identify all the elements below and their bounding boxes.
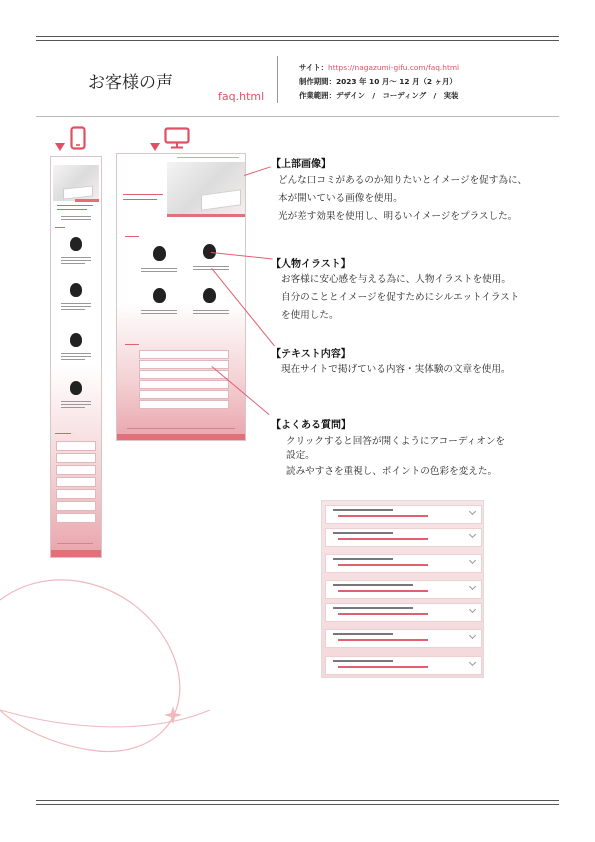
top-rule-2 — [36, 40, 559, 41]
section-heading-text: 【テキスト内容】 — [271, 349, 351, 360]
mobile-faq-item — [56, 513, 96, 523]
desktop-silhouette — [203, 288, 216, 303]
mobile-silhouette — [70, 237, 82, 251]
section-text: 読みやすさを重視し、ポイントの色彩を変えた。 — [286, 466, 498, 477]
desktop-faq-item — [139, 400, 229, 409]
desktop-screenshot — [116, 153, 246, 441]
section-text: どんな口コミがあるのか知りたいとイメージを促す為に、 — [278, 175, 528, 186]
section-heading-faq: 【よくある質問】 — [271, 420, 351, 431]
section-heading-illustration: 【人物イラスト】 — [271, 259, 351, 270]
mobile-silhouette — [70, 283, 82, 297]
section-text: クリックすると回答が開くようにアコーディオンを — [286, 436, 506, 447]
leader-line-hero — [244, 166, 271, 176]
mobile-silhouette — [70, 381, 82, 395]
production-period: 制作期間：2023 年 10 月～ 12 月（2 ヶ月） — [299, 77, 457, 86]
mobile-faq-item — [56, 501, 96, 511]
desktop-footer — [117, 434, 245, 440]
site-info — [299, 62, 459, 73]
desktop-hero-image — [167, 162, 245, 214]
mobile-screenshot — [50, 156, 102, 558]
mobile-pointer-icon — [55, 143, 65, 151]
desktop-hero-bar — [167, 214, 245, 217]
header-separator — [277, 56, 278, 103]
section-text: 本が開いている画像を使用。 — [278, 193, 403, 204]
file-name: faq.html — [218, 90, 265, 103]
smartphone-icon — [70, 126, 86, 150]
bottom-rule — [36, 800, 559, 801]
section-text: 光が差す効果を使用し、明るいイメージをプラスした。 — [278, 211, 518, 222]
bottom-rule-2 — [36, 804, 559, 805]
faq-accordion-item — [325, 554, 482, 573]
faq-accordion-item — [325, 528, 482, 547]
section-text: お客様に安心感を与える為に、人物イラストを使用。 — [281, 274, 511, 285]
site-label: サイト： — [299, 63, 329, 72]
section-text: 設定。 — [286, 450, 315, 461]
header-bottom-rule — [36, 116, 559, 117]
desktop-faq-item — [139, 390, 229, 399]
faq-accordion-screenshot — [321, 500, 484, 678]
mobile-faq-item — [56, 453, 96, 463]
section-text: 自分のこととイメージを促すためにシルエットイラスト — [281, 292, 520, 303]
faq-accordion-item — [325, 629, 482, 648]
mobile-faq-item — [56, 465, 96, 475]
mobile-hero-bar — [75, 199, 99, 202]
mobile-silhouette — [70, 333, 82, 347]
desktop-silhouette — [153, 288, 166, 303]
mobile-faq-item — [56, 441, 96, 451]
faq-accordion-item — [325, 580, 482, 599]
desktop-faq-item — [139, 370, 229, 379]
desktop-faq-item — [139, 350, 229, 359]
monitor-icon — [164, 127, 190, 149]
faq-accordion-item — [325, 603, 482, 622]
faq-accordion-item — [325, 656, 482, 675]
section-text: 現在サイトで掲げている内容・実体験の文章を使用。 — [281, 364, 511, 375]
decorative-orbit-lines — [0, 560, 230, 780]
section-text: を使用した。 — [281, 310, 339, 321]
desktop-silhouette — [153, 246, 166, 261]
desktop-faq-item — [139, 360, 229, 369]
desktop-faq-item — [139, 380, 229, 389]
desktop-pointer-icon — [150, 143, 160, 151]
faq-accordion-item — [325, 505, 482, 524]
section-heading-hero: 【上部画像】 — [271, 159, 331, 170]
top-rule — [36, 36, 559, 37]
mobile-hero-image — [53, 165, 99, 201]
mobile-faq-item — [56, 477, 96, 487]
work-scope: 作業範囲：デザイン / コーディング / 実装 — [299, 91, 459, 100]
site-url[interactable]: https://nagazumi-gifu.com/faq.html — [328, 63, 460, 72]
mobile-faq-item — [56, 489, 96, 499]
mobile-footer — [51, 550, 101, 557]
page-title: お客様の声 — [88, 73, 173, 93]
